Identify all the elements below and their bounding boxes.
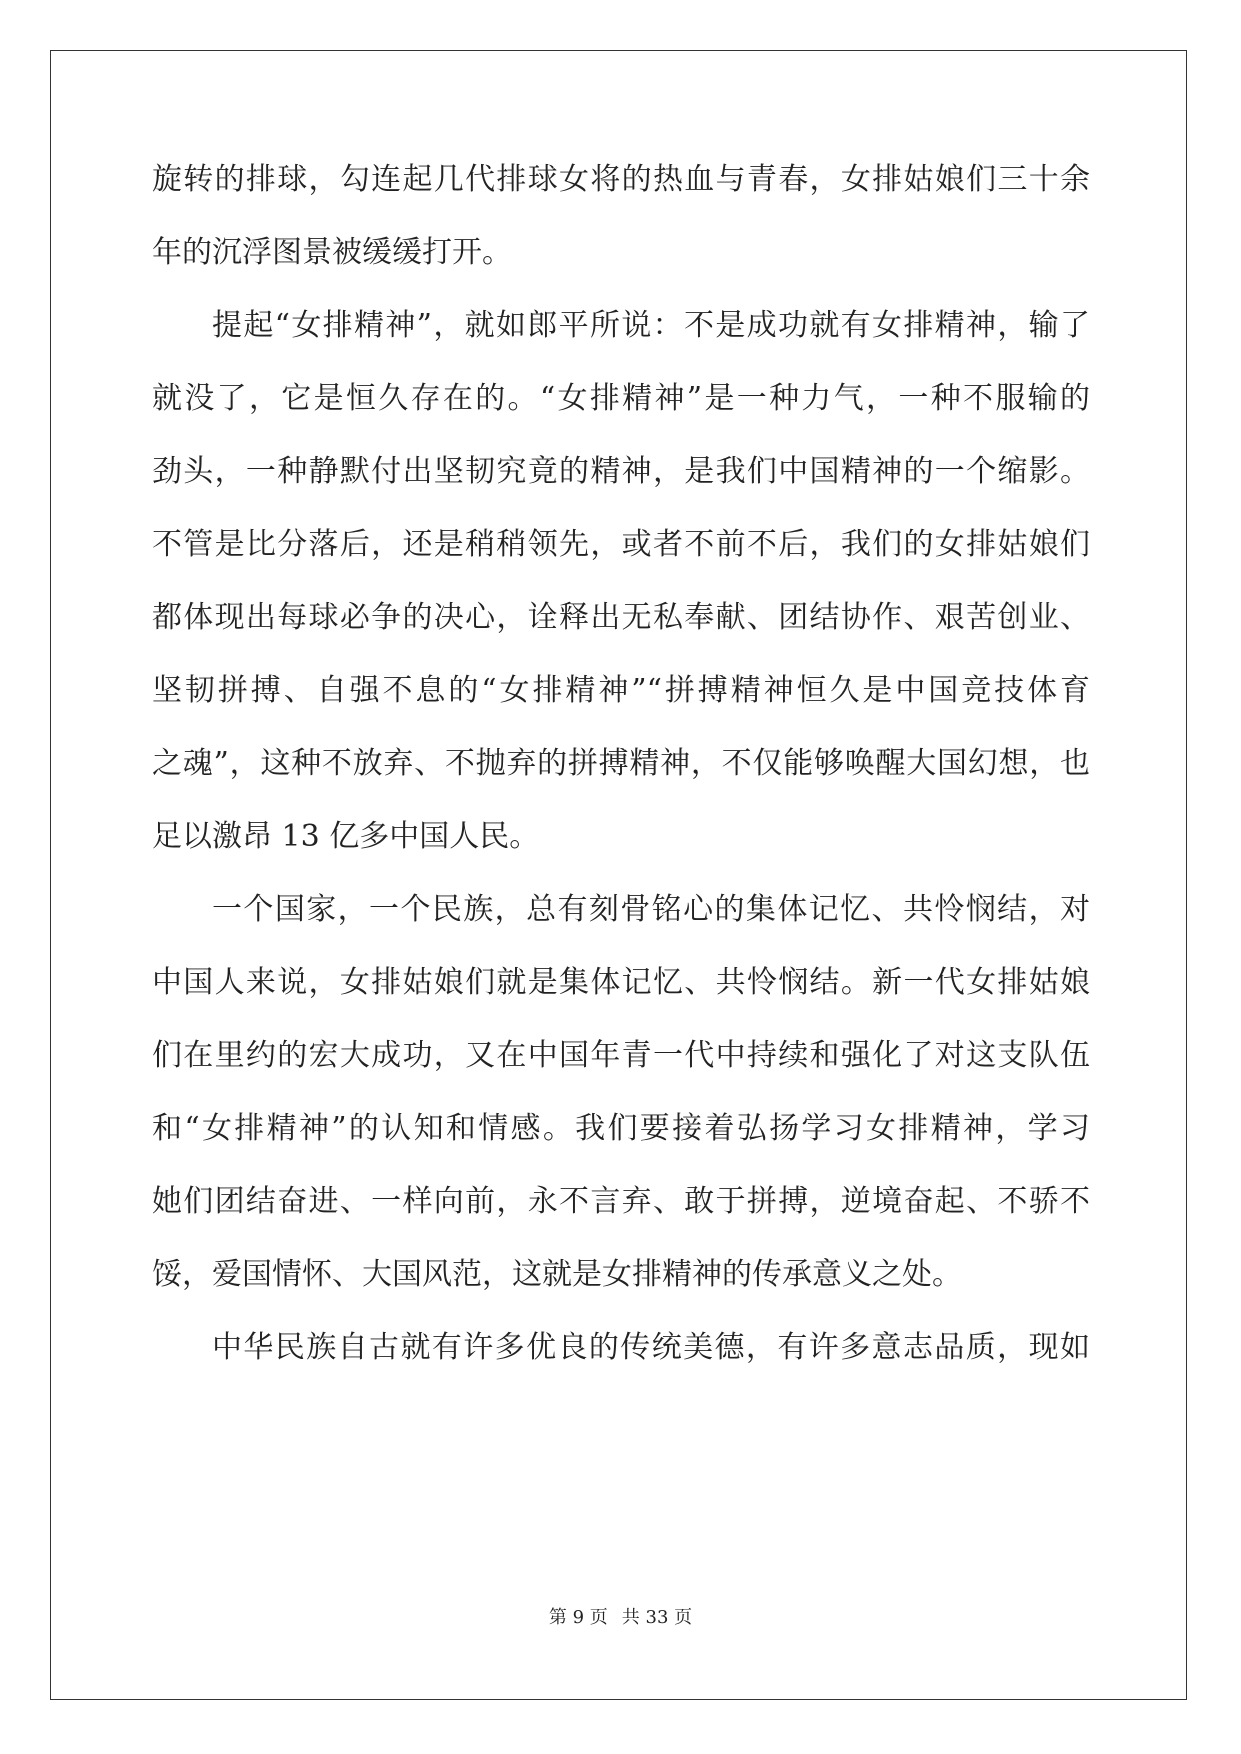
paragraph-start-line: 一个国家，一个民族，总有刻骨铭心的集体记忆、共怜悯结，对 [212, 892, 1090, 927]
text-line: 们在里约的宏大成功，又在中国年青一代中持续和强化了对这支队伍 [152, 1038, 1090, 1073]
text-line: 中国人来说，女排姑娘们就是集体记忆、共怜悯结。新一代女排姑娘 [152, 965, 1090, 1000]
text-line: 馁，爱国情怀、大国风范，这就是女排精神的传承意义之处。 [152, 1257, 962, 1292]
text-line: 就没了，它是恒久存在的。“女排精神”是一种力气，一种不服输的 [152, 381, 1090, 416]
text-line: 和“女排精神”的认知和情感。我们要接着弘扬学习女排精神，学习 [152, 1111, 1090, 1146]
text-line: 都体现出每球必争的决心，诠释出无私奉献、团结协作、艰苦创业、 [152, 600, 1090, 635]
text-line: 年的沉浮图景被缓缓打开。 [152, 235, 512, 270]
paragraph-start-line: 中华民族自古就有许多优良的传统美德，有许多意志品质，现如 [212, 1330, 1090, 1365]
text-line: 不管是比分落后，还是稍稍领先，或者不前不后，我们的女排姑娘们 [152, 527, 1090, 562]
text-line: 足以激昂 13 亿多中国人民。 [152, 819, 540, 854]
text-line: 坚韧拼搏、自强不息的“女排精神”“拼搏精神恒久是中国竞技体育 [152, 673, 1090, 708]
page-border [50, 50, 1187, 1700]
page-total: 共 33 页 [621, 1607, 693, 1628]
page-footer [0, 1606, 1241, 1630]
text-line: 她们团结奋进、一样向前，永不言弃、敢于拼搏，逆境奋起、不骄不 [152, 1184, 1090, 1219]
page-number: 第 9 页 [548, 1607, 608, 1628]
text-line: 之魂”，这种不放弃、不抛弃的拼搏精神，不仅能够唤醒大国幻想，也 [152, 746, 1090, 781]
text-line: 劲头，一种静默付出坚韧究竟的精神，是我们中国精神的一个缩影。 [152, 454, 1090, 489]
paragraph-start-line: 提起“女排精神”，就如郎平所说：不是成功就有女排精神，输了 [212, 308, 1090, 343]
text-line: 旋转的排球，勾连起几代排球女将的热血与青春，女排姑娘们三十余 [152, 162, 1090, 197]
